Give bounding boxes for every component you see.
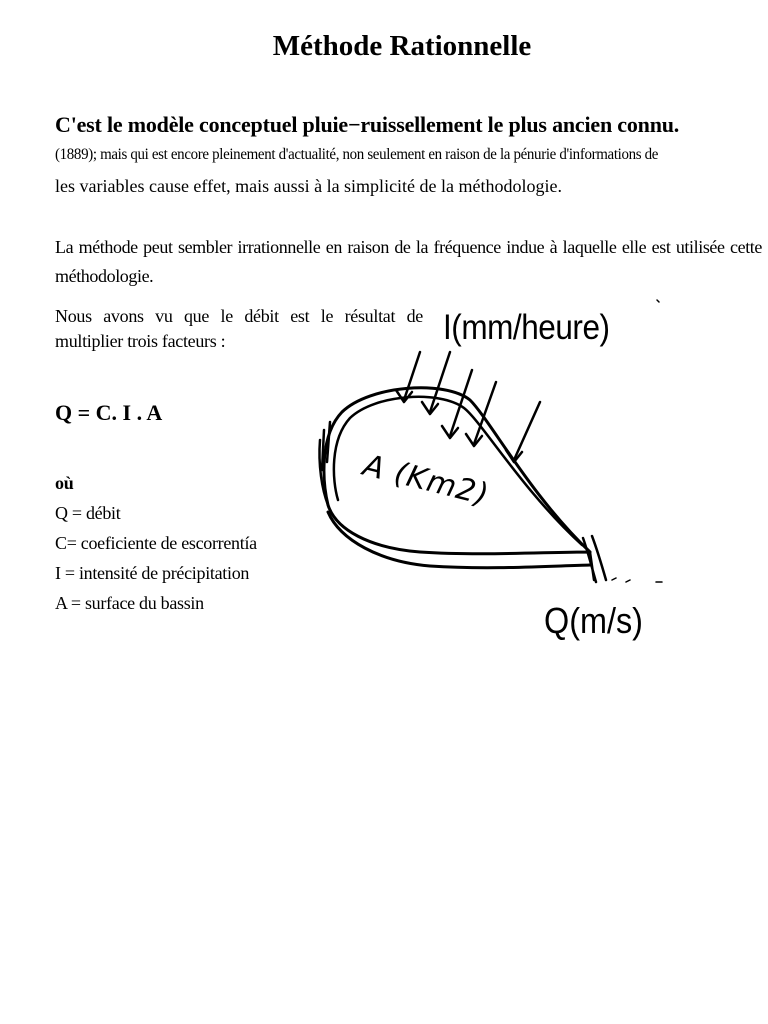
page-title: Méthode Rationnelle bbox=[272, 30, 532, 62]
factors-intro: Nous avons vu que le débit est le résultat de multiplier trois facteurs : bbox=[55, 306, 423, 351]
definitions-list bbox=[55, 468, 257, 618]
definition-c: C= coeficiente de escorrentía bbox=[55, 533, 257, 553]
area-label: A (Km2) bbox=[359, 448, 493, 514]
method-paragraph: La méthode peut sembler irrationnelle en raison de la fréquence indue à laquelle elle est utilisée cette méthodologie. bbox=[55, 237, 762, 286]
discharge-label: Q(m/s) bbox=[544, 600, 643, 641]
definitions-where: où bbox=[55, 473, 74, 493]
outlet-channel bbox=[583, 536, 606, 582]
intensity-label: I(mm/heure) bbox=[443, 308, 610, 347]
outlet-marks bbox=[612, 578, 662, 582]
rational-formula: Q = C. I . A bbox=[55, 400, 163, 425]
catchment-sketch bbox=[300, 290, 720, 660]
definition-q: Q = débit bbox=[55, 503, 121, 523]
corner-dot bbox=[657, 300, 659, 302]
definition-a: A = surface du bassin bbox=[55, 593, 204, 613]
definition-i: I = intensité de précipitation bbox=[55, 563, 250, 583]
rain-arrows bbox=[396, 352, 540, 462]
intro-line-1: (1889); mais qui est encore pleinement d'actualité, non seulement en raison de la pénurie d'informations de bbox=[55, 146, 659, 163]
intro-line-2: les variables cause effet, mais aussi à la simplicité de la méthodologie. bbox=[55, 176, 563, 196]
section-heading: C'est le modèle conceptuel pluie−ruissellement le plus ancien connu. bbox=[55, 112, 680, 137]
